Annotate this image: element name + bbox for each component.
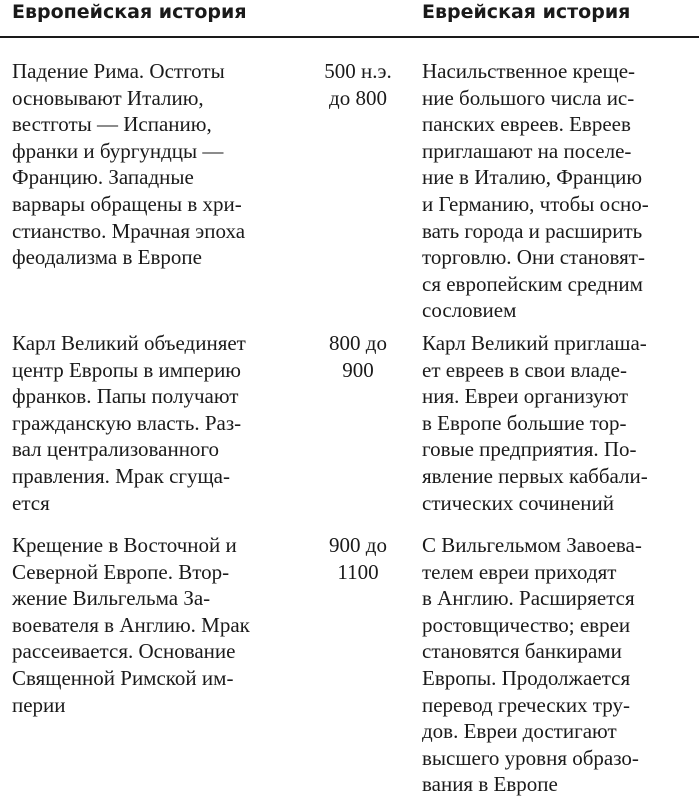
text-line: ние в Италию, Францию — [422, 165, 643, 190]
header-rule — [0, 36, 699, 38]
text-line: высшего уровня образо- — [422, 745, 639, 770]
text-line: приглашают на поселе- — [422, 138, 632, 163]
text-line: франков. Папы получают — [12, 384, 239, 409]
text-line: рассеивается. Основание — [12, 639, 236, 664]
text-line: ние большого числа ис- — [422, 85, 635, 110]
text-line: сословием — [422, 298, 517, 323]
text-line: ся европейским средним — [422, 271, 643, 296]
text-line: гражданскую власть. Раз- — [12, 410, 242, 435]
text-line: Карл Великий объединяет — [12, 331, 246, 355]
period-line: 900 до — [329, 533, 387, 557]
european-event-cell — [12, 330, 297, 516]
text-line: перевод греческих тру- — [422, 692, 630, 717]
text-line: говые предприятия. По- — [422, 437, 637, 462]
text-line: ется — [12, 490, 50, 515]
period-cell — [300, 330, 416, 383]
table-header — [0, 0, 699, 36]
text-line: ростовщичество; евреи — [422, 612, 631, 637]
european-event-cell — [12, 58, 297, 271]
text-line: в Европе большие тор- — [422, 410, 627, 435]
period-line: 500 н.э. — [324, 59, 392, 83]
european-event-cell — [12, 532, 297, 718]
jewish-event-cell — [422, 532, 692, 798]
period-line: 1100 — [337, 559, 379, 584]
text-line: стианство. Мрачная эпоха — [12, 218, 246, 243]
period-cell — [300, 58, 416, 111]
jewish-event-cell — [422, 330, 692, 516]
text-line: вал централизованного — [12, 437, 220, 462]
text-line: основывают Италию, — [12, 85, 204, 110]
text-line: Насильственное креще- — [422, 59, 636, 83]
text-line: становятся банкирами — [422, 639, 622, 664]
text-line: дов. Евреи достигают — [422, 719, 617, 744]
text-line: Францию. Западные — [12, 165, 194, 190]
text-line: перии — [12, 692, 66, 717]
text-line: правления. Мрак сгуща- — [12, 463, 230, 488]
text-line: телем евреи приходят — [422, 559, 617, 584]
header-european-history: Европейская история — [12, 1, 247, 23]
text-line: в Англию. Расширяется — [422, 586, 635, 611]
period-line: до 800 — [329, 85, 387, 110]
text-line: ния. Евреи организуют — [422, 384, 629, 409]
text-line: центр Европы в империю — [12, 357, 242, 382]
text-line: панских евреев. Евреев — [422, 112, 631, 137]
text-line: Крещение в Восточной и — [12, 533, 237, 557]
text-line: Падение Рима. Остготы — [12, 59, 225, 83]
text-line: вестготы — Испанию, — [12, 112, 212, 137]
period-line: 900 — [342, 357, 374, 382]
text-line: воевателя в Англию. Мрак — [12, 612, 250, 637]
text-line: вать города и расширить — [422, 218, 643, 243]
period-line: 800 до — [329, 331, 387, 355]
text-line: Европы. Продолжается — [422, 665, 631, 690]
text-line: Карл Великий приглаша- — [422, 331, 647, 355]
text-line: стических сочинений — [422, 490, 615, 515]
text-line: варвары обращены в хри- — [12, 191, 242, 216]
period-cell — [300, 532, 416, 585]
text-line: явление первых каббали- — [422, 463, 648, 488]
text-line: Северной Европе. Втор- — [12, 559, 230, 584]
text-line: торговлю. Они становят- — [422, 245, 645, 270]
text-line: жение Вильгельма За- — [12, 586, 211, 611]
header-jewish-history: Еврейская история — [422, 1, 631, 23]
text-line: феодализма в Европе — [12, 245, 202, 270]
text-line: ет евреев в свои владе- — [422, 357, 627, 382]
text-line: и Германию, чтобы осно- — [422, 191, 649, 216]
text-line: вания в Европе — [422, 772, 558, 797]
jewish-event-cell — [422, 58, 692, 324]
text-line: С Вильгельмом Завоева- — [422, 533, 642, 557]
text-line: Священной Римской им- — [12, 665, 234, 690]
text-line: франки и бургундцы — — [12, 138, 224, 163]
